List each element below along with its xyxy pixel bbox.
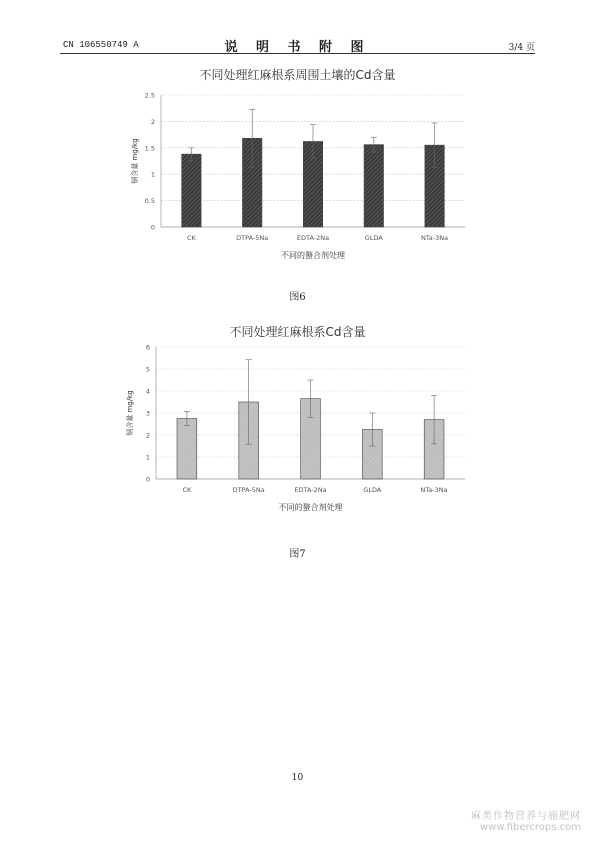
chart6-x-axis-title: 不同的螯合剂处理: [281, 251, 345, 260]
chart6-xtick-label: CK: [186, 234, 196, 242]
page-number: 10: [291, 773, 304, 783]
watermark-title: 麻类作物营养与施肥网: [471, 811, 581, 822]
chart7-ytick-label: 0: [145, 475, 150, 484]
chart7-ytick-label: 1: [145, 453, 150, 462]
figure7-caption: 图7: [289, 549, 306, 560]
chart7-xtick-label: NTa-3Na: [420, 486, 448, 494]
chart7-ytick-label: 6: [145, 343, 150, 352]
section-title: 说 明 书 附 图: [224, 40, 371, 55]
patent-number: CN 106550749 A: [63, 40, 139, 50]
chart6-xtick-label: EDTA-2Na: [296, 234, 330, 242]
figure6-caption: 图6: [289, 292, 306, 303]
chart6-ytick-label: 2: [150, 117, 155, 126]
chart6-xtick-label: NTa-3Na: [421, 234, 449, 242]
chart7-xtick-label: GLDA: [363, 486, 382, 494]
chart6-ytick-label: 1.5: [144, 144, 155, 153]
chart6-title: 不同处理红麻根系周围土壤的Cd含量: [199, 68, 396, 82]
watermark-url: www.fibercrops.com: [479, 822, 581, 833]
page-of-label: 3/4 页: [508, 43, 535, 53]
chart7-x-axis-title: 不同的螯合剂处理: [278, 503, 343, 512]
chart7-title: 不同处理红麻根系Cd含量: [229, 325, 366, 339]
chart7-xtick-label: EDTA-2Na: [294, 486, 327, 494]
chart6-ytick-label: 0.5: [144, 197, 155, 206]
chart7-y-axis-title: 镉含量 mg/kg: [126, 390, 134, 436]
chart6-ytick-label: 0: [150, 223, 155, 232]
chart6-y-axis-title: 镉含量 mg/kg: [131, 138, 139, 184]
chart6-xtick-label: DTPA-5Na: [236, 234, 269, 242]
chart6-ytick-label: 1: [150, 170, 155, 179]
chart6-xtick-label: GLDA: [364, 234, 383, 242]
chart7-ytick-label: 3: [145, 409, 150, 418]
chart7-xtick-label: DTPA-5Na: [232, 486, 265, 494]
chart6-ytick-label: 2.5: [144, 91, 155, 100]
chart7-xtick-label: CK: [182, 486, 192, 494]
chart7-ytick-label: 5: [145, 365, 150, 374]
chart7-ytick-label: 4: [145, 387, 150, 396]
chart7-ytick-label: 2: [145, 431, 150, 440]
chart7-bar: [177, 419, 197, 480]
